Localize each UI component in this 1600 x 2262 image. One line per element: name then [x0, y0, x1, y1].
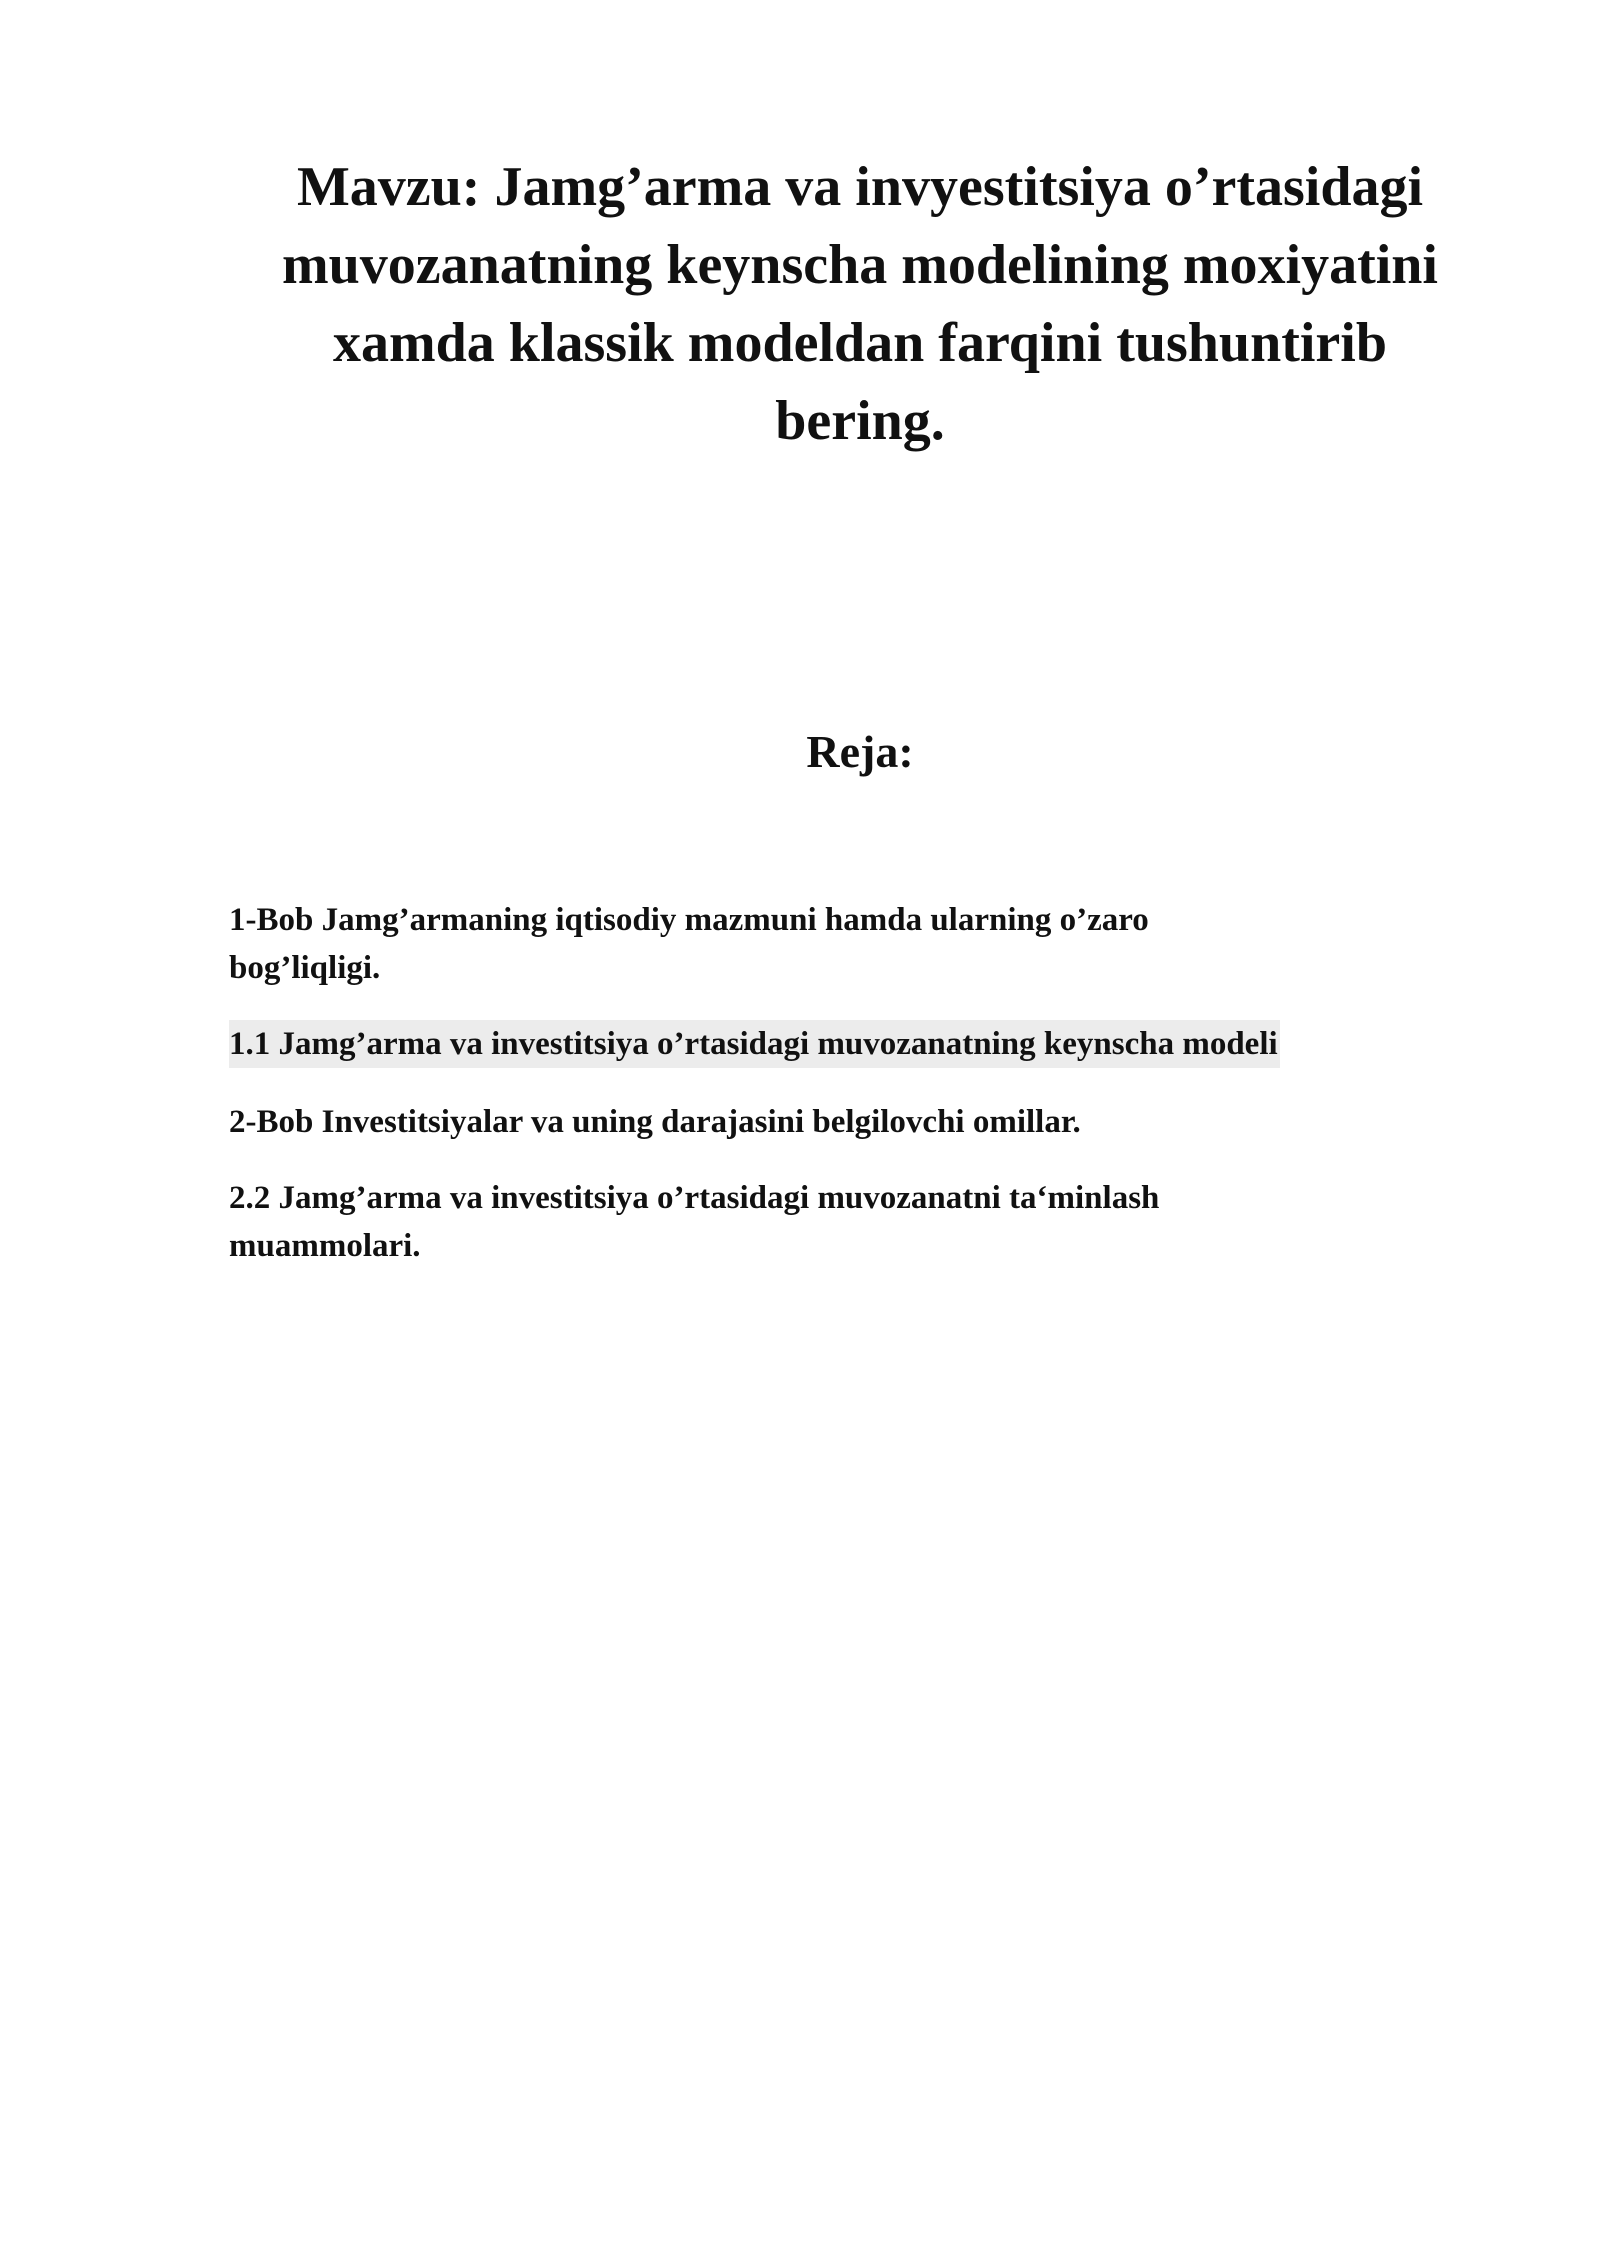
title-line: xamda klassik modeldan farqini tushuntirib — [333, 312, 1387, 374]
title-line: Mavzu: Jamg’arma va invyestitsiya o’rtasidagi — [296, 156, 1424, 218]
plan-item-line: muammolari. — [229, 1228, 421, 1264]
title-line: muvozanatning keynscha modelining moxiyatini — [282, 234, 1438, 296]
plan-list — [229, 896, 1529, 1270]
plan-item-line: 2-Bob Investitsiyalar va uning darajasini belgilovchi omillar. — [229, 1104, 1081, 1140]
plan-item-wrapper — [229, 1020, 1529, 1098]
plan-item-section-2-2 — [229, 1174, 1529, 1270]
document-title — [240, 148, 1480, 460]
plan-heading: Reja: — [806, 726, 914, 777]
plan-item-line: bog’liqligi. — [229, 950, 381, 986]
plan-item-line: 1-Bob Jamg’armaning iqtisodiy mazmuni hamda ularning o’zaro — [229, 902, 1149, 938]
plan-item-chapter-1 — [229, 896, 1529, 992]
plan-item-line: 2.2 Jamg’arma va investitsiya o’rtasidagi muvozanatni ta‘minlash — [229, 1180, 1160, 1216]
plan-item-line: 1.1 Jamg’arma va investitsiya o’rtasidagi muvozanatning keynscha modeli — [229, 1026, 1278, 1062]
plan-item-section-1-1 — [229, 1020, 1280, 1068]
plan-item-chapter-2 — [229, 1098, 1529, 1146]
title-line: bering. — [775, 390, 945, 452]
